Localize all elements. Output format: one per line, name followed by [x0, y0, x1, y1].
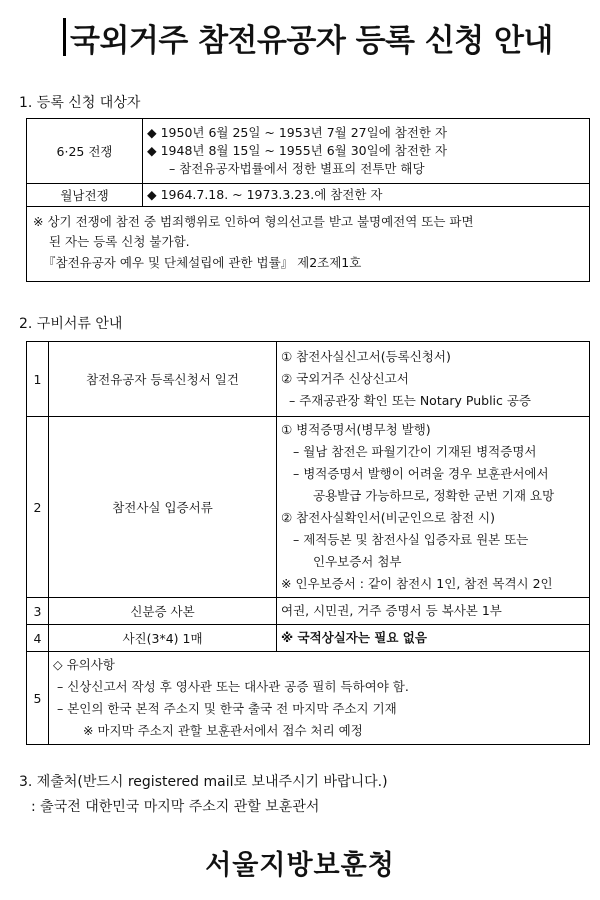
detail-line: ① 참전사실신고서(등록신청서): [281, 349, 451, 364]
document-details: [277, 625, 590, 652]
row-number: 5: [27, 652, 49, 745]
precautions-heading: ◇ 유의사항: [53, 657, 115, 672]
row-number: 4: [27, 625, 49, 652]
table-row: [27, 625, 590, 652]
detail-line: ② 국외거주 신상신고서: [281, 371, 409, 386]
detail-line: – 월남 참전은 파월기간이 기재된 병적증명서: [293, 444, 537, 459]
title-block: [0, 6, 600, 58]
detail-line: 인우보증서 첨부: [313, 554, 402, 569]
section3-heading: 3. 제출처(반드시 registered mail로 보내주시기 바랍니다.): [19, 774, 388, 790]
period-line: ◆ 1948년 8월 15일 ~ 1955년 6월 30일에 참전한 자: [147, 143, 448, 158]
detail-line: ※ 인우보증서 : 같이 참전시 1인, 참전 목격시 2인: [281, 576, 553, 591]
war-label: 월남전쟁: [27, 184, 143, 207]
detail-line: ※ 국적상실자는 필요 없음: [281, 630, 427, 645]
table-row: [27, 417, 590, 598]
detail-line: ① 병적증명서(병무청 발행): [281, 422, 431, 437]
table-row: [27, 652, 590, 745]
issuer-name: 서울지방보훈청: [205, 850, 395, 881]
documents-table: [26, 341, 590, 745]
war-period-cell: [143, 119, 590, 184]
detail-line: ② 참전사실확인서(비군인으로 참전 시): [281, 510, 496, 525]
note-line: ※ 상기 전쟁에 참전 중 범죄행위로 인하여 형의선고를 받고 불명예전역 또는 파면: [33, 214, 474, 229]
document-name: 참전유공자 등록신청서 일건: [49, 342, 277, 417]
period-line: ◆ 1950년 6월 25일 ~ 1953년 7월 27일에 참전한 자: [147, 125, 448, 140]
document-details: [277, 417, 590, 598]
document-name: 참전사실 입증서류: [49, 417, 277, 598]
row-number: 1: [27, 342, 49, 417]
detail-line: – 주재공관장 확인 또는 Notary Public 공증: [289, 393, 532, 408]
page-title: 국외거주 참전유공자 등록 신청 안내: [70, 23, 553, 59]
section1-heading: 1. 등록 신청 대상자: [19, 95, 141, 111]
row-number: 2: [27, 417, 49, 598]
document-details: [277, 342, 590, 417]
detail-line: 공용발급 가능하므로, 정확한 군번 기재 요망: [313, 488, 555, 503]
precaution-line: ※ 마지막 주소지 관할 보훈관서에서 접수 처리 예정: [83, 723, 363, 738]
precaution-line: – 본인의 한국 본적 주소지 및 한국 출국 전 마지막 주소지 기재: [57, 701, 397, 716]
table-row: [27, 342, 590, 417]
detail-line: – 병적증명서 발행이 어려울 경우 보훈관서에서: [293, 466, 549, 481]
war-label: 6·25 전쟁: [27, 119, 143, 184]
eligibility-note: [27, 207, 590, 282]
precautions-cell: [49, 652, 590, 745]
table-row: [27, 207, 590, 282]
document-name: 신분증 사본: [49, 598, 277, 625]
eligibility-table: [26, 118, 590, 282]
note-line: 된 자는 등록 신청 불가함.: [49, 234, 190, 249]
table-row: [27, 184, 590, 207]
table-row: [27, 119, 590, 184]
detail-line: – 제적등본 및 참전사실 입증자료 원본 또는: [293, 532, 529, 547]
row-number: 3: [27, 598, 49, 625]
document-name: 사진(3*4) 1매: [49, 625, 277, 652]
period-line: ◆ 1964.7.18. ~ 1973.3.23.에 참전한 자: [147, 187, 383, 202]
precaution-line: – 신상신고서 작성 후 영사관 또는 대사관 공증 필히 득하여야 함.: [57, 679, 409, 694]
table-row: [27, 598, 590, 625]
document-details: [277, 598, 590, 625]
law-reference: 『참전유공자 예우 및 단체설립에 관한 법률』 제2조제1호: [43, 255, 362, 270]
detail-line: 여권, 시민권, 거주 증명서 등 복사본 1부: [281, 603, 502, 618]
submission-office: : 출국전 대한민국 마지막 주소지 관할 보훈관서: [31, 799, 320, 815]
title-bar-decoration: [63, 18, 66, 56]
war-period-cell: [143, 184, 590, 207]
period-line: – 참전유공자법률에서 정한 별표의 전투만 해당: [169, 161, 425, 176]
section2-heading: 2. 구비서류 안내: [19, 316, 123, 332]
